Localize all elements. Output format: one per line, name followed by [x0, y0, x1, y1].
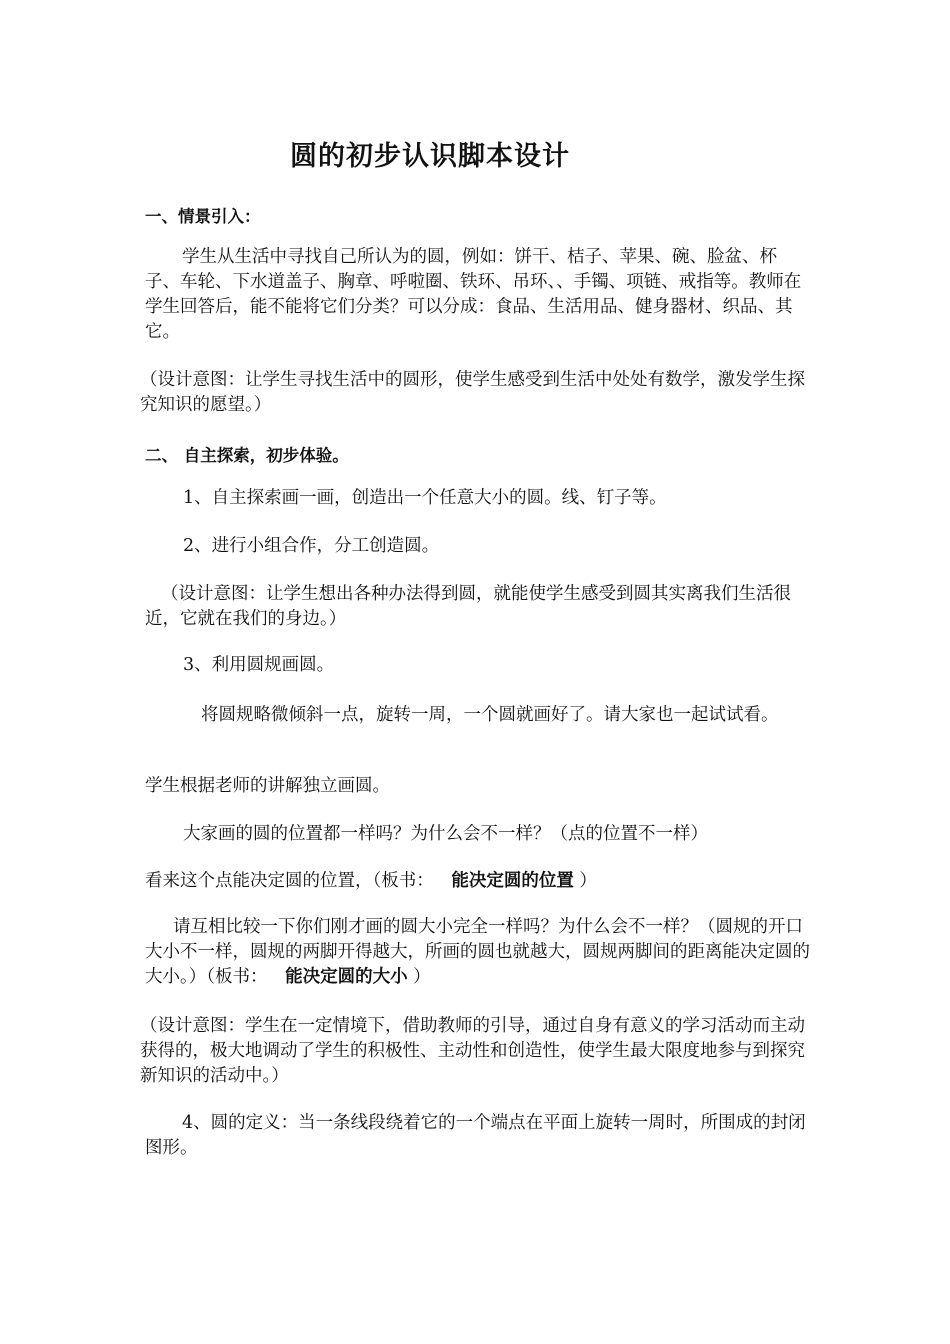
- design-intent-3: （设计意图：学生在一定情境下，借助教师的引导，通过自身有意义的学习活动而主动获得的，极大地调动了学生的积极性、主动性和创造性，使学生最大限度地参与到探究新知识的活动中。）: [140, 1016, 805, 1086]
- board-note-position-suffix: ）: [579, 871, 597, 891]
- intro-paragraph: 学生从生活中寻找自己所认为的圆，例如：饼干、桔子、苹果、碗、脸盆、杯子、车轮、下水道盖子、胸章、呼啦圈、铁环、吊环、、手镯、项链、戒指等。教师在学生回答后，能不能将它们分类？可以分成：食品、生活用品、健身器材、织品、其它。: [145, 247, 802, 342]
- step-1: 1、自主探索画一画，创造出一个任意大小的圆。线、钉子等。: [183, 488, 667, 508]
- student-activity: 学生根据老师的讲解独立画圆。: [145, 776, 390, 796]
- size-question-text: 请互相比较一下你们刚才画的圆大小完全一样吗？为什么会不一样？（圆规的开口大小不一样，圆规的两脚开得越大，所画的圆也就越大，圆规两脚间的距离能决定圆的大小。）（板书：: [145, 917, 810, 987]
- board-note-position-bold: 能决定圆的位置: [451, 871, 574, 891]
- design-intent-1: （设计意图：让学生寻找生活中的圆形，使学生感受到生活中处处有数学，激发学生探究知识的愿望。）: [140, 370, 805, 415]
- step-3: 3、利用圆规画圆。: [183, 655, 335, 675]
- step-2: 2、进行小组合作，分工创造圆。: [183, 536, 440, 556]
- section-heading-1: 一、情景引入：: [145, 207, 261, 226]
- size-question: [145, 915, 810, 990]
- board-note-position: [145, 869, 810, 894]
- board-note-position-prefix: 看来这个点能决定圆的位置，（板书：: [145, 871, 434, 891]
- board-note-size-bold: 能决定圆的大小: [285, 967, 408, 987]
- design-intent-2: （设计意图：让学生想出各种办法得到圆，就能使学生感受到圆其实离我们生活很近，它就在我们的身边。）: [145, 584, 791, 629]
- board-note-size-suffix: ）: [413, 967, 431, 987]
- compass-instruction: 将圆规略微倾斜一点，旋转一周，一个圆就画好了。请大家也一起试试看。: [201, 705, 779, 725]
- position-question: 大家画的圆的位置都一样吗？为什么会不一样？（点的位置不一样）: [183, 824, 708, 844]
- section-heading-2: 二、 自主探索，初步体验。: [145, 446, 349, 465]
- page-title: 圆的初步认识脚本设计: [290, 141, 570, 172]
- circle-definition: 4、圆的定义：当一条线段绕着它的一个端点在平面上旋转一周时，所围成的封闭图形。: [145, 1113, 806, 1158]
